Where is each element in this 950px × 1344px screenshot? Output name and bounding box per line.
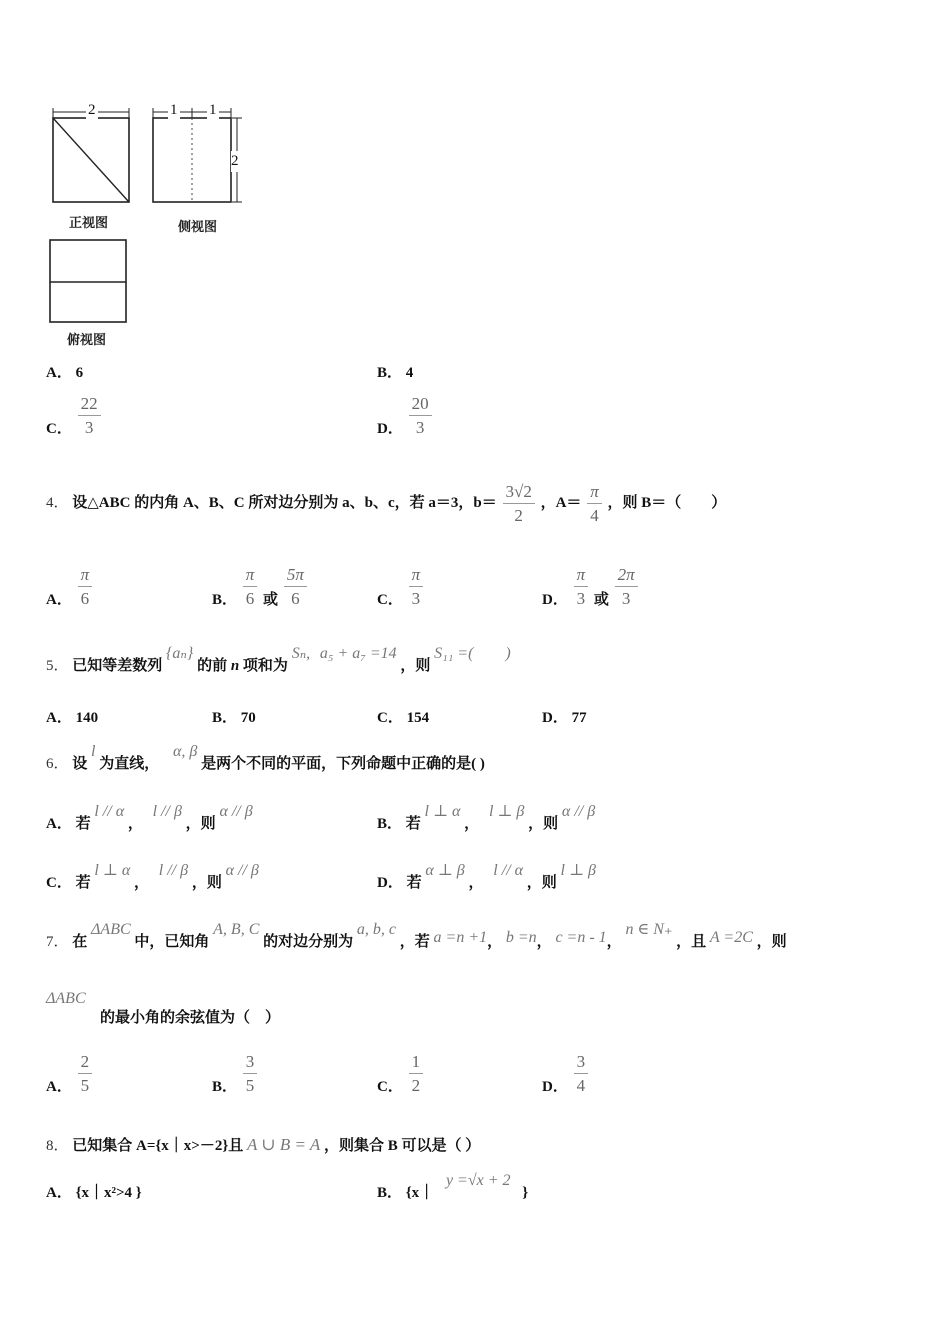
math-s11: S₁₁ =( ) bbox=[434, 645, 511, 662]
fraction: $\frac{5\pi}{6}$ bbox=[284, 566, 307, 607]
math-premise-1: l ⊥ α bbox=[94, 862, 131, 879]
q3-option-d[interactable] bbox=[377, 395, 434, 438]
math-planes: α, β bbox=[173, 743, 198, 760]
question-number: 6． bbox=[46, 756, 69, 772]
question-7: 7． 在 ΔABC 中，已知角 A, B, C 的对边分别为 a, b, c ，若 a =n +1， b =n， c =n - 1， n ∈ N₊ ，且 A =2C ，则 bbox=[46, 921, 787, 950]
option-letter: B． bbox=[212, 591, 238, 608]
fraction: $\frac{2\pi}{3}$ bbox=[615, 566, 638, 607]
option-letter: C． bbox=[377, 1078, 403, 1095]
option-letter: A． bbox=[46, 1078, 72, 1095]
q6-option-b[interactable] bbox=[377, 803, 596, 833]
q7-option-a[interactable] bbox=[46, 1053, 94, 1096]
q3-option-b[interactable] bbox=[377, 361, 413, 382]
q3-option-c[interactable] bbox=[46, 395, 103, 438]
math-n-domain: n ∈ N₊ bbox=[625, 921, 673, 938]
option-letter: D． bbox=[377, 420, 403, 437]
fraction: $\frac{3}{5}$ bbox=[243, 1053, 258, 1094]
option-letter: B． bbox=[212, 1078, 238, 1095]
separator: ， bbox=[464, 816, 480, 832]
question-number: 8． bbox=[46, 1138, 69, 1154]
math-conclusion: l ⊥ β bbox=[560, 862, 597, 879]
q6-option-c[interactable] bbox=[46, 862, 259, 892]
option-value: 154 bbox=[406, 710, 430, 726]
math-triangle: ΔABC bbox=[91, 921, 131, 938]
option-letter: B． bbox=[377, 365, 403, 381]
fraction: $\frac{\pi}{3}$ bbox=[409, 566, 424, 607]
question-text: 的对边分别为 bbox=[263, 934, 354, 950]
separator: ， bbox=[468, 875, 484, 891]
question-number: 5． bbox=[46, 658, 69, 674]
q3-option-a[interactable] bbox=[46, 361, 83, 382]
q7-option-b[interactable] bbox=[212, 1053, 259, 1096]
q8-option-a[interactable] bbox=[46, 1181, 142, 1202]
then-text: ，则 bbox=[185, 816, 216, 832]
question-text: 项和为 bbox=[242, 658, 288, 674]
option-letter: C． bbox=[46, 875, 72, 891]
side-view-dim-left: 1 bbox=[170, 102, 178, 118]
set-open: {x｜ bbox=[405, 1185, 435, 1201]
q4-option-b[interactable] bbox=[212, 566, 309, 609]
math-eq-b: b =n bbox=[505, 929, 537, 946]
question-text: ，则 B＝（ ） bbox=[607, 494, 727, 511]
fraction: $\frac{2}{5}$ bbox=[78, 1053, 93, 1094]
option-letter: D． bbox=[542, 710, 568, 726]
then-text: ，则 bbox=[191, 875, 222, 891]
q5-option-b[interactable] bbox=[212, 706, 256, 727]
fraction: $\frac{\pi}{3}$ bbox=[574, 566, 589, 607]
three-view-figure bbox=[45, 100, 255, 350]
front-view-dim: 2 bbox=[88, 102, 96, 118]
question-text: 的前 bbox=[197, 658, 228, 674]
math-conclusion: α // β bbox=[219, 803, 253, 820]
question-text: 在 bbox=[72, 934, 88, 950]
or-text: 或 bbox=[593, 591, 609, 608]
fraction: $\frac{\pi}{6}$ bbox=[243, 566, 258, 607]
question-text: ，则 bbox=[400, 658, 431, 674]
q6-option-a[interactable] bbox=[46, 803, 253, 833]
question-text: ，A＝ bbox=[540, 494, 582, 511]
fraction: $\frac{20}{3}$ bbox=[409, 395, 432, 436]
math-eq-a: a =n +1 bbox=[433, 929, 488, 946]
math-premise-2: l // β bbox=[158, 862, 189, 879]
separator: ， bbox=[127, 816, 143, 832]
option-value: 4 bbox=[405, 365, 414, 381]
question-text: 为直线， bbox=[99, 756, 160, 772]
question-number: 4． bbox=[46, 494, 69, 511]
q4-option-c[interactable] bbox=[377, 566, 425, 609]
q8-option-b[interactable] bbox=[377, 1172, 529, 1202]
separator: ， bbox=[134, 875, 150, 891]
fraction-b: $\frac{3√2}{2}$ bbox=[503, 483, 535, 524]
math-expression: y =√x + 2 bbox=[445, 1172, 511, 1189]
math-l: l bbox=[91, 743, 96, 760]
option-letter: C． bbox=[46, 420, 72, 437]
math-sn: Sₙ, bbox=[291, 645, 311, 662]
q5-option-a[interactable] bbox=[46, 706, 98, 727]
math-union: A ∪ B = A bbox=[247, 1135, 321, 1154]
option-letter: C． bbox=[377, 710, 403, 726]
option-letter: D． bbox=[377, 875, 403, 891]
option-letter: B． bbox=[377, 816, 403, 832]
math-premise-2: l ⊥ β bbox=[488, 803, 525, 820]
option-value: 6 bbox=[75, 365, 84, 381]
math-premise-1: α ⊥ β bbox=[425, 862, 465, 879]
option-letter: C． bbox=[377, 591, 403, 608]
option-value: 77 bbox=[571, 710, 587, 726]
if-text: 若 bbox=[405, 816, 421, 832]
side-view-dim-height: 2 bbox=[231, 151, 239, 172]
if-text: 若 bbox=[75, 816, 91, 832]
math-n: n bbox=[230, 658, 240, 674]
question-text: 设 bbox=[72, 756, 88, 772]
option-value: 140 bbox=[75, 710, 99, 726]
fraction: $\frac{22}{3}$ bbox=[78, 395, 101, 436]
math-eq-angle: A =2C bbox=[709, 929, 753, 946]
q5-option-c[interactable] bbox=[377, 706, 429, 727]
question-text: ，若 bbox=[399, 934, 430, 950]
q7-option-c[interactable] bbox=[377, 1053, 425, 1096]
top-view-label: 俯视图 bbox=[67, 333, 107, 348]
option-letter: B． bbox=[377, 1185, 403, 1201]
q6-option-d[interactable] bbox=[377, 862, 597, 892]
question-text: ，且 bbox=[676, 934, 707, 950]
question-6 bbox=[46, 743, 485, 773]
question-text: 已知集合 A={x｜x>－2}且 bbox=[72, 1138, 244, 1154]
set-close: } bbox=[522, 1185, 529, 1201]
option-value: {x｜x²>4 } bbox=[75, 1185, 142, 1201]
option-letter: A． bbox=[46, 816, 72, 832]
math-premise-2: l // α bbox=[493, 862, 524, 879]
question-text: 设△ABC 的内角 A、B、C 所对边分别为 a、b、c，若 a＝3，b＝ bbox=[72, 494, 497, 511]
math-eq-c: c =n - 1 bbox=[555, 929, 607, 946]
question-text: ，则集合 B 可以是（ ） bbox=[324, 1138, 481, 1154]
then-text: ，则 bbox=[528, 816, 559, 832]
question-text: 的最小角的余弦值为（ ） bbox=[100, 1010, 281, 1026]
question-4 bbox=[46, 483, 726, 524]
question-text: 是两个不同的平面，下列命题中正确的是( ) bbox=[201, 756, 485, 772]
side-view-dim-right: 1 bbox=[209, 102, 217, 118]
question-text: ，则 bbox=[756, 934, 787, 950]
option-letter: A． bbox=[46, 591, 72, 608]
option-value: 70 bbox=[240, 710, 256, 726]
fraction-a: $\frac{\pi}{4}$ bbox=[587, 483, 602, 524]
fraction: $\frac{1}{2}$ bbox=[409, 1053, 424, 1094]
q5-option-d[interactable] bbox=[542, 706, 587, 727]
math-sides: a, b, c bbox=[356, 921, 396, 938]
option-letter: B． bbox=[212, 710, 238, 726]
option-letter: D． bbox=[542, 1078, 568, 1095]
q4-option-a[interactable] bbox=[46, 566, 94, 609]
option-letter: D． bbox=[542, 591, 568, 608]
option-letter: A． bbox=[46, 710, 72, 726]
math-premise-2: l // β bbox=[152, 803, 182, 820]
question-text: 中，已知角 bbox=[134, 934, 210, 950]
question-8 bbox=[46, 1134, 480, 1155]
math-premise-1: l ⊥ α bbox=[424, 803, 461, 820]
fraction: $\frac{3}{4}$ bbox=[574, 1053, 589, 1094]
option-letter: A． bbox=[46, 1185, 72, 1201]
math-sequence: {aₙ} bbox=[166, 645, 194, 662]
math-angles: A, B, C bbox=[213, 921, 260, 938]
q7-option-d[interactable] bbox=[542, 1053, 590, 1096]
if-text: 若 bbox=[75, 875, 91, 891]
question-text: 已知等差数列 bbox=[72, 658, 163, 674]
then-text: ，则 bbox=[526, 875, 557, 891]
math-condition: a₅ + a₇ =14 bbox=[319, 645, 397, 662]
or-text: 或 bbox=[263, 591, 279, 608]
fraction: $\frac{\pi}{6}$ bbox=[78, 566, 93, 607]
side-view-label: 侧视图 bbox=[178, 220, 218, 235]
math-conclusion: α // β bbox=[225, 862, 259, 879]
question-7-cont bbox=[46, 990, 280, 1027]
question-number: 7． bbox=[46, 934, 69, 950]
math-conclusion: α // β bbox=[561, 803, 596, 820]
q4-option-d[interactable] bbox=[542, 566, 640, 609]
math-triangle: ΔABC bbox=[46, 990, 86, 1007]
question-5 bbox=[46, 645, 511, 675]
if-text: 若 bbox=[406, 875, 422, 891]
math-premise-1: l // α bbox=[94, 803, 125, 820]
option-letter: A． bbox=[46, 365, 72, 381]
front-view-label: 正视图 bbox=[69, 216, 109, 231]
